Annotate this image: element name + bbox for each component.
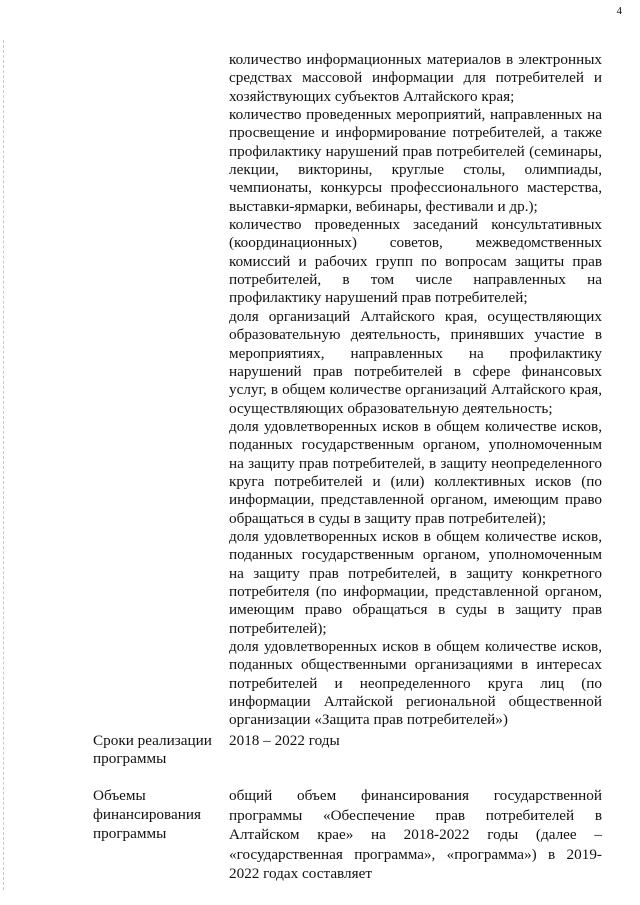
period-value: 2018 – 2022 годы [229, 732, 340, 749]
indicator-item: количество информационных материалов в электронных средствах массовой информации для потребителей и хозяйствующих субъектов Алтайского края; [229, 51, 602, 105]
funding-label: Объемы финансирования программы [93, 787, 201, 842]
page-number: 4 [616, 5, 622, 17]
indicator-item: доля удовлетворенных исков в общем количестве исков, поданных государственным органом, уполномоченным на защиту прав потребителей, в защиту неопределенного круга потребителей и (или) коллективных исков (по информации, представленной органом, имеющим право обращаться в суды в защиту прав потребителей); [229, 417, 602, 527]
funding-value: общий объем финансирования государственной программы «Обеспечение прав потребителей в Алтайском крае» на 2018-2022 годы (далее – «государственная программа», «программа») в 2019-2022 годах составляет [229, 787, 602, 882]
period-label: Сроки реализации программы [93, 732, 212, 767]
indicator-item: доля удовлетворенных исков в общем количестве исков, поданных государственным органом, уполномоченным на защиту прав потребителей, в защиту конкретного потребителя (по информации, представленной органом, имеющим право обращаться в суды в защиту прав потребителей); [229, 527, 602, 637]
indicator-item: доля удовлетворенных исков в общем количестве исков, поданных общественными организациями в интересах потребителей и неопределенного круга лиц (по информации Алтайской региональной общественной организации «Защита прав потребителей») [229, 638, 602, 729]
indicators-list [229, 51, 602, 730]
indicator-item: количество проведенных заседаний консультативных (координационных) советов, межведомственных комиссий и рабочих групп по вопросам защиты прав потребителей, в том числе направленных на профилактику нарушений прав потребителей; [229, 216, 602, 307]
indicator-item: доля организаций Алтайского края, осуществляющих образовательную деятельность, принявших участие в мероприятиях, направленных на профилактику нарушений прав потребителей в сфере финансовых услуг, в общем количестве организаций Алтайского края, осуществляющих образовательную деятельность; [229, 307, 602, 417]
indicator-item: количество проведенных мероприятий, направленных на просвещение и информирование потребителей, а также профилактику нарушений прав потребителей (семинары, лекции, викторины, круглые столы, олимпиады, чемпионаты, конкурсы профессионального мастерства, выставки-ярмарки, вебинары, фестивали и др.); [229, 106, 602, 215]
scan-edge-line [3, 40, 4, 890]
funding-cell [229, 786, 602, 884]
